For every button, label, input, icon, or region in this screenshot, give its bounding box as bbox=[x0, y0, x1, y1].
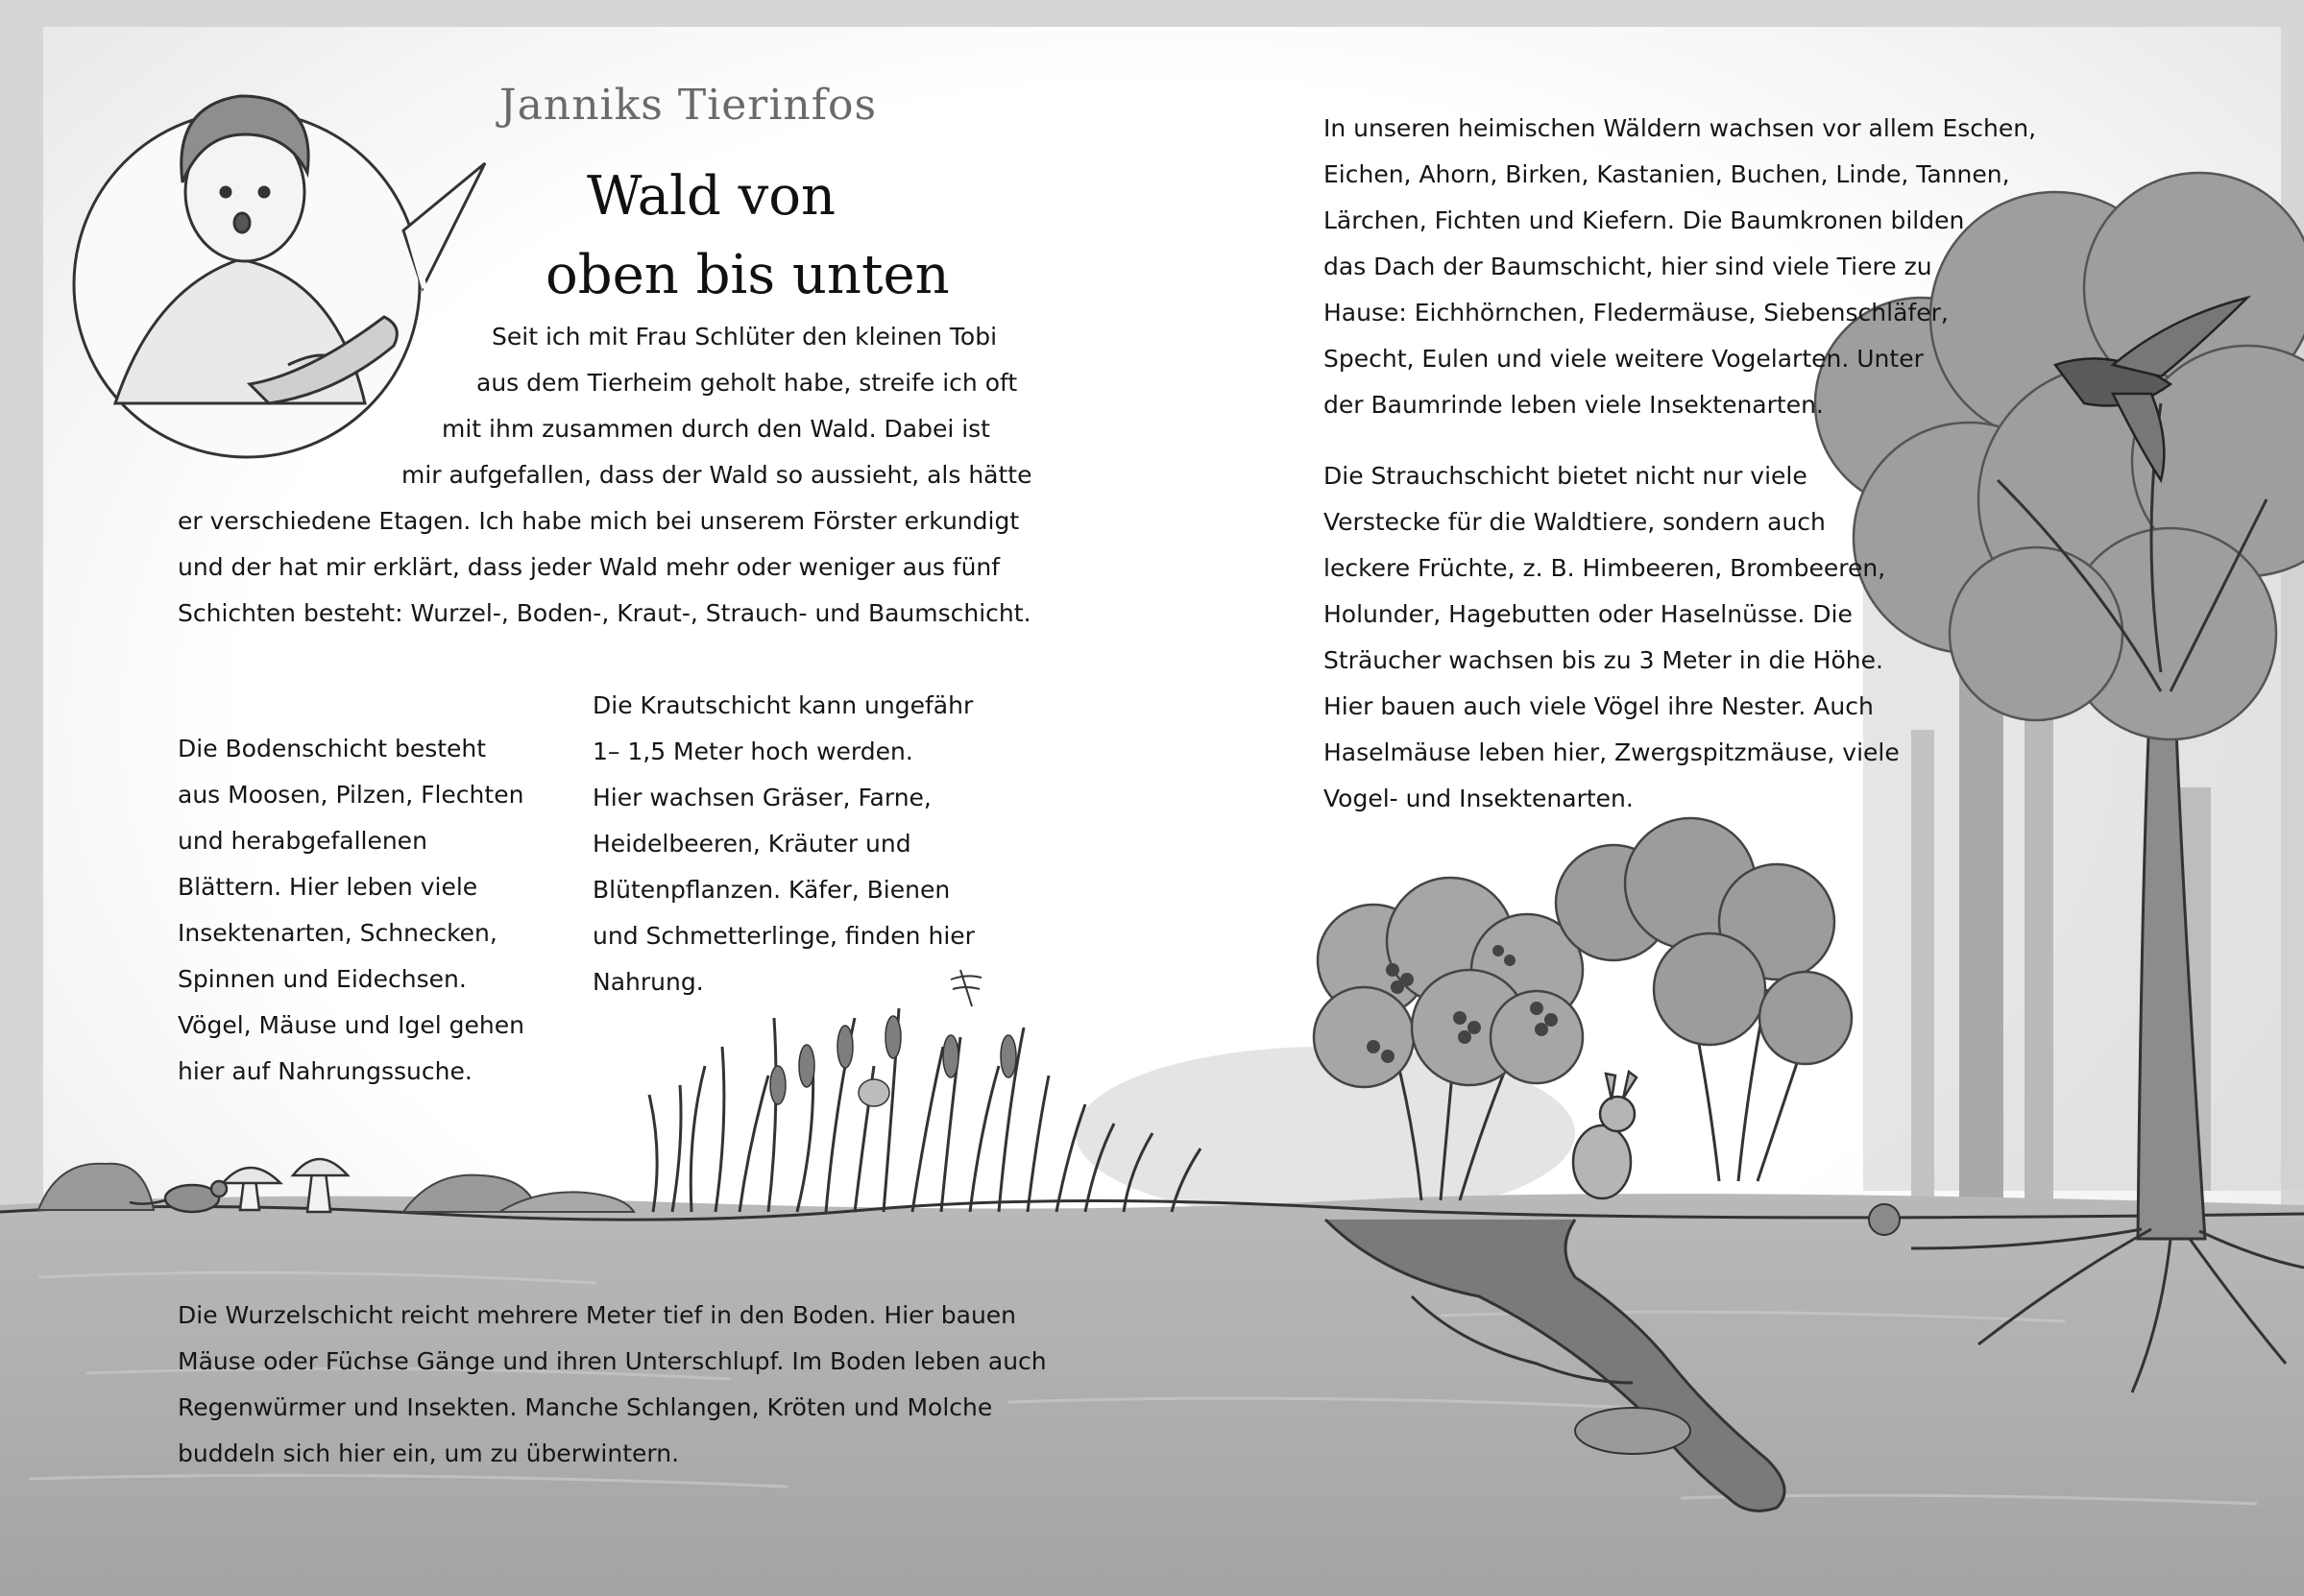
text-line: Blütenpflanzen. Käfer, Bienen bbox=[593, 876, 951, 904]
text-line: hier auf Nahrungssuche. bbox=[178, 1057, 473, 1085]
intro-line: aus dem Tierheim geholt habe, streife ich oft bbox=[476, 369, 1018, 397]
text-line: Die Wurzelschicht reicht mehrere Meter tief in den Boden. Hier bauen bbox=[178, 1301, 1017, 1329]
text-line: Blättern. Hier leben viele bbox=[178, 873, 478, 901]
text-line: Holunder, Hagebutten oder Haselnüsse. Die bbox=[1323, 600, 1853, 628]
burrow bbox=[1575, 1408, 1690, 1454]
text-line: Lärchen, Fichten und Kiefern. Die Baumkronen bilden bbox=[1323, 206, 1965, 234]
text-line: Haselmäuse leben hier, Zwergspitzmäuse, viele bbox=[1323, 738, 1900, 766]
strauchschicht-text bbox=[1323, 453, 1900, 822]
text-line: Regenwürmer und Insekten. Manche Schlangen, Kröten und Molche bbox=[178, 1393, 993, 1421]
acorn bbox=[1869, 1204, 1900, 1235]
text-line: und herabgefallenen bbox=[178, 827, 427, 855]
text-line: Mäuse oder Füchse Gänge und ihren Unterschlupf. Im Boden leben auch bbox=[178, 1347, 1047, 1375]
text-line: Eichen, Ahorn, Birken, Kastanien, Buchen, Linde, Tannen, bbox=[1323, 160, 2010, 188]
text-line: Spinnen und Eidechsen. bbox=[178, 965, 467, 993]
text-line: Insektenarten, Schnecken, bbox=[178, 919, 497, 947]
text-line: Heidelbeeren, Kräuter und bbox=[593, 830, 911, 858]
text-line: Nahrung. bbox=[593, 968, 704, 996]
text-line: das Dach der Baumschicht, hier sind viele Tiere zu bbox=[1323, 253, 1932, 280]
text-line: leckere Früchte, z. B. Himbeeren, Brombeeren, bbox=[1323, 554, 1886, 582]
text-line: Vogel- und Insektenarten. bbox=[1323, 785, 1634, 812]
page-title-line-2: oben bis unten bbox=[546, 244, 950, 306]
text-line: Hier wachsen Gräser, Farne, bbox=[593, 784, 932, 811]
text-line: Die Bodenschicht besteht bbox=[178, 735, 487, 762]
krautschicht-text bbox=[593, 683, 975, 1005]
text-line: Verstecke für die Waldtiere, sondern auch bbox=[1323, 508, 1826, 536]
baumschicht-text bbox=[1323, 106, 2036, 428]
text-line: buddeln sich hier ein, um zu überwintern. bbox=[178, 1439, 680, 1467]
intro-line: er verschiedene Etagen. Ich habe mich bei unserem Förster erkundigt bbox=[178, 507, 1020, 535]
text-line: aus Moosen, Pilzen, Flechten bbox=[178, 781, 524, 809]
page-title-line-1: Wald von bbox=[587, 165, 837, 228]
text-line: Hause: Eichhörnchen, Fledermäuse, Siebenschläfer, bbox=[1323, 299, 1949, 326]
text-line: und Schmetterlinge, finden hier bbox=[593, 922, 975, 950]
intro-line: Schichten besteht: Wurzel-, Boden-, Kraut-, Strauch- und Baumschicht. bbox=[178, 599, 1031, 627]
text-line: In unseren heimischen Wäldern wachsen vor allem Eschen, bbox=[1323, 114, 2037, 142]
text-line: Specht, Eulen und viele weitere Vogelarten. Unter bbox=[1323, 345, 1924, 373]
intro-line: Seit ich mit Frau Schlüter den kleinen Tobi bbox=[492, 323, 998, 351]
text-line: der Baumrinde leben viele Insektenarten. bbox=[1323, 391, 1824, 419]
intro-line: und der hat mir erklärt, dass jeder Wald mehr oder weniger aus fünf bbox=[178, 553, 1001, 581]
wurzelschicht-text bbox=[178, 1293, 1047, 1477]
series-brand: Janniks Tierinfos bbox=[499, 81, 878, 130]
text-line: Hier bauen auch viele Vögel ihre Nester. Auch bbox=[1323, 692, 1874, 720]
text-line: Die Strauchschicht bietet nicht nur viele bbox=[1323, 462, 1807, 490]
text-line: Die Krautschicht kann ungefähr bbox=[593, 691, 974, 719]
intro-line: mit ihm zusammen durch den Wald. Dabei ist bbox=[442, 415, 990, 443]
intro-line: mir aufgefallen, dass der Wald so aussieht, als hätte bbox=[401, 461, 1032, 489]
bodenschicht-text bbox=[178, 726, 524, 1095]
text-line: 1– 1,5 Meter hoch werden. bbox=[593, 738, 913, 765]
text-line: Vögel, Mäuse und Igel gehen bbox=[178, 1011, 524, 1039]
text-line: Sträucher wachsen bis zu 3 Meter in die Höhe. bbox=[1323, 646, 1883, 674]
